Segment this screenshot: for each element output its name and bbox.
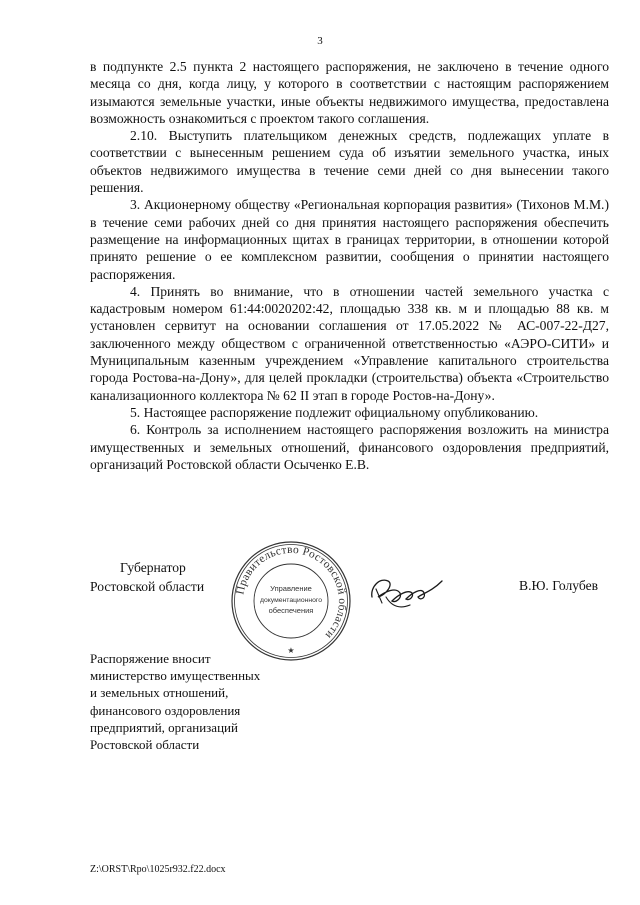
signature-title [90,558,204,596]
handwritten-signature [366,567,446,615]
submitter-line: Ростовской области [90,737,200,753]
submitter-block [90,650,310,753]
signature-title-line1: Губернатор [120,560,186,575]
paragraph-2-10: 2.10. Выступить плательщиком денежных средств, подлежащих уплате в соответствии с вынесенным решением суда об изъятии земельного участка, иных объектов недвижимого имущества в течение семи дней со дня вынесении такого решения. [90,128,609,196]
submitter-line: Распоряжение вносит [90,651,211,666]
seal-inner-line3: обеспечения [268,606,314,615]
submitter-line: предприятий, организаций [90,719,238,735]
signature-title-line2: Ростовской области [90,579,205,594]
paragraph-4: 4. Принять во внимание, что в отношении частей земельного участка с кадастровым номером 61:44:0020202:42, площадью 338 кв. м и площадью 88 кв. м установлен сервитут на основании соглашения от 17.05.2022 № АС-007-22-Д27, заключенного между обществом с ограниченной ответственностью «АЭРО-СИТИ» и Муниципальным казенным учреждением «Управление капитального строительства города Ростова-на-Дону», для целей прокладки (строительства) объекта «Строительство канализационного коллектора № 62 II этап в городе Ростов-на-Дону». [90,283,609,403]
seal-star-icon: ★ [287,646,295,655]
seal-inner-line1: Управление [270,584,312,593]
submitter-line: и земельных отношений, [90,685,229,701]
paragraph-5: 5. Настоящее распоряжение подлежит официальному опубликованию. [130,404,539,420]
seal-outer-text: Правительство Ростовской области [234,543,349,642]
paragraph-6: 6. Контроль за исполнением настоящего распоряжения возложить на министра имущественных и земельных отношений, финансового оздоровления предприятий, организаций Ростовской области Осыченко Е.В. [90,422,609,472]
signatory-name: В.Ю. Голубев [519,578,599,593]
paragraph-3: 3. Акционерному обществу «Региональная корпорация развития» (Тихонов М.М.) в течение семи рабочих дней со дня принятия настоящего распоряжения обеспечить размещение на информационных щитах в границах территории, в отношении которой принято решение о ее комплексном развитии, сообщения о принятии настоящего распоряжения. [90,197,609,282]
file-path-footer: Z:\ORST\Rpo\1025r932.f22.docx [90,864,226,875]
document-body [90,58,609,473]
seal-inner-line2: документационного [259,597,323,604]
official-seal [229,539,353,663]
paragraph-continuation: в подпункте 2.5 пункта 2 настоящего распоряжения, не заключено в течение одного месяца со дня, когда лицу, у которого в соответствии с настоящим распоряжением изымаются земельные участки, иные объекты недвижимого имущества, предоставлена возможность ознакомиться с проектом такого соглашения. [90,59,609,126]
submitter-line: финансового оздоровления [90,702,241,718]
page-number: 3 [317,35,323,47]
submitter-line: министерство имущественных [90,668,261,684]
